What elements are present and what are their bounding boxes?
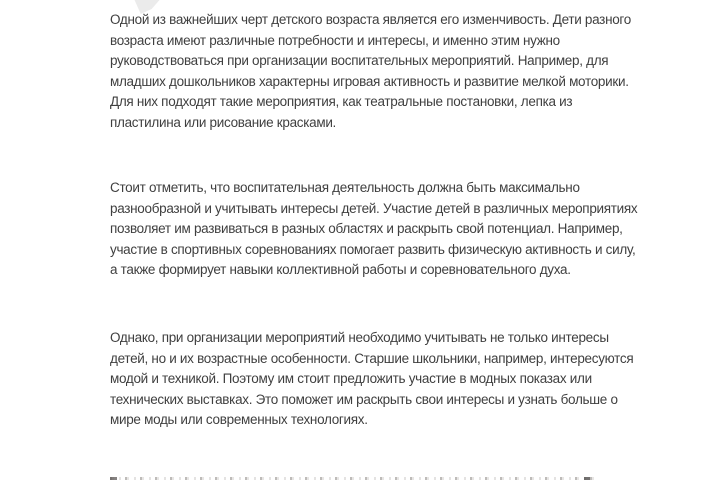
text-line: участие в спортивных соревнованиях помогает развить физическую активность и силу, (110, 241, 636, 257)
text-line: Стоит отметить, что воспитательная деятельность должна быть максимально (110, 180, 580, 195)
text-line: младших дошкольников характерны игровая активность и развитие мелкой моторики. (110, 73, 629, 89)
text-line: а также формирует навыки коллективной работы и соревновательного духа. (110, 262, 571, 277)
text-line: модой и техникой. Поэтому им стоит предложить участие в модных показах или (110, 371, 592, 386)
text-line: Для них подходят такие мероприятия, как театральные постановки, лепка из (110, 94, 573, 109)
text-line: мире моды или современных технологиях. (110, 412, 368, 427)
text-line: Одной из важнейших черт детского возраста является его изменчивость. Дети разного (110, 12, 631, 27)
text-line: возраста имеют различные потребности и интересы, и именно этим нужно (110, 32, 560, 48)
text-line: руководствоваться при организации воспитательных мероприятий. Например, для (110, 53, 609, 68)
text-line: Однако, при организации мероприятий необходимо учитывать не только интересы (110, 330, 609, 345)
text-line: детей, но и их возрастные особенности. Старшие школьники, например, интересуются (110, 350, 634, 366)
text-line: технических выставках. Это поможет им раскрыть свои интересы и узнать больше о (110, 391, 618, 407)
text-line: пластилина или рисование красками. (110, 114, 337, 130)
paragraph-2 (110, 178, 638, 281)
paragraph-3 (110, 328, 634, 431)
text-line: позволяет им развиваться в разных областях и раскрыть свой потенциал. Например, (110, 221, 623, 236)
paragraph-1 (110, 10, 630, 133)
text-line: разнообразной и учитывать интересы детей. Участие детей в различных мероприятиях (110, 200, 638, 216)
